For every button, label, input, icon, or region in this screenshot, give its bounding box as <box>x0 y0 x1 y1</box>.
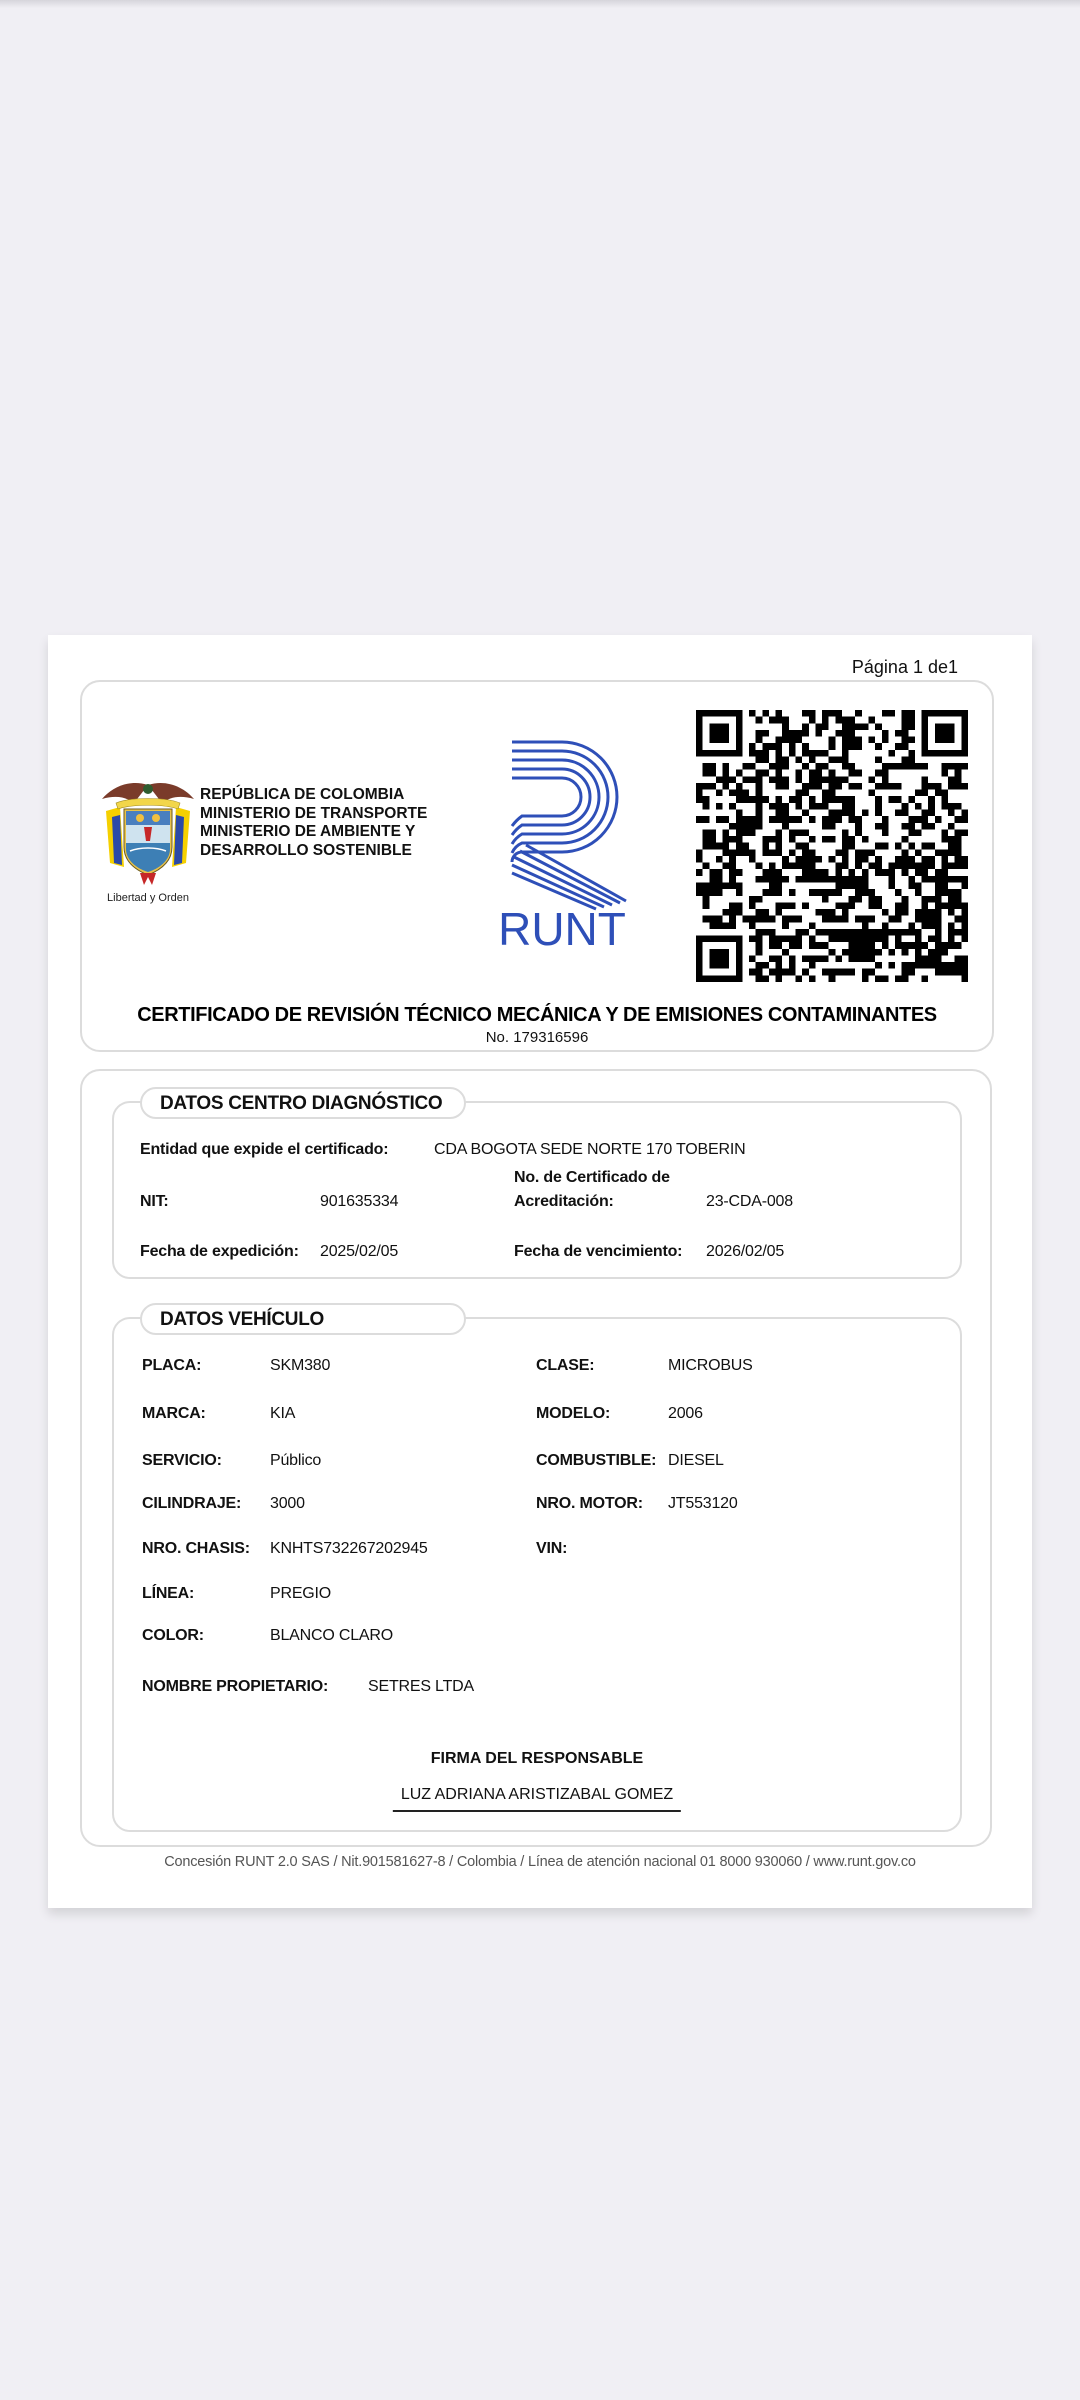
field-value: DIESEL <box>668 1452 724 1469</box>
field-label: LÍNEA: <box>142 1585 195 1602</box>
field-value: SKM380 <box>270 1357 331 1374</box>
svg-text:Libertad y Orden: Libertad y Orden <box>107 892 189 904</box>
field-value: SETRES LTDA <box>368 1678 474 1695</box>
government-entities <box>200 786 427 860</box>
certificate-body <box>80 1069 992 1847</box>
page-indicator: Página 1 de1 <box>851 657 958 677</box>
gov-line: REPÚBLICA DE COLOMBIA <box>200 786 405 803</box>
field-label: NIT: <box>140 1193 169 1210</box>
field-value: 2006 <box>668 1405 703 1422</box>
runt-logo-icon <box>492 737 632 952</box>
field-value: KNHTS732267202945 <box>270 1540 428 1557</box>
field-label: NRO. MOTOR: <box>536 1495 643 1512</box>
top-shadow <box>0 0 1080 8</box>
field-label: Fecha de vencimiento: <box>514 1243 683 1260</box>
gov-line: MINISTERIO DE TRANSPORTE <box>200 804 428 822</box>
field-label: NOMBRE PROPIETARIO: <box>142 1678 329 1695</box>
section-centro-diagnostico <box>112 1093 962 1279</box>
field-value: CDA BOGOTA SEDE NORTE 170 TOBERIN <box>434 1141 746 1158</box>
svg-text:RUNT: RUNT <box>498 903 626 952</box>
footer-text: Concesión RUNT 2.0 SAS / Nit.901581627-8 / Colombia / Línea de atención nacional 01 8000 930060 / www.runt.gov.co <box>164 1854 916 1870</box>
field-value: BLANCO CLARO <box>270 1627 393 1644</box>
field-label: SERVICIO: <box>142 1452 222 1469</box>
field-label: CILINDRAJE: <box>142 1495 242 1512</box>
certificate-header <box>80 680 994 1052</box>
section-heading: DATOS VEHÍCULO <box>140 1303 466 1335</box>
field-label: No. de Certificado de <box>514 1169 670 1186</box>
field-label: Entidad que expide el certificado: <box>140 1141 389 1158</box>
field-label: VIN: <box>536 1540 568 1557</box>
qr-code-icon <box>696 710 968 982</box>
field-value: 901635334 <box>320 1193 399 1210</box>
gov-line: MINISTERIO DE AMBIENTE Y <box>200 823 416 840</box>
field-label: MARCA: <box>142 1405 206 1422</box>
gov-line: DESARROLLO SOSTENIBLE <box>200 841 412 859</box>
field-value: 2025/02/05 <box>320 1243 399 1260</box>
field-value: 2026/02/05 <box>706 1243 785 1260</box>
certificate-title: CERTIFICADO DE REVISIÓN TÉCNICO MECÁNICA Y DE EMISIONES CONTAMINANTES <box>137 1004 937 1026</box>
field-label: Fecha de expedición: <box>140 1243 299 1260</box>
certificate-number: No. 179316596 <box>485 1029 589 1046</box>
field-value: MICROBUS <box>668 1357 753 1374</box>
field-label: NRO. CHASIS: <box>142 1540 250 1557</box>
field-value: Público <box>270 1452 322 1469</box>
field-label: PLACA: <box>142 1357 202 1374</box>
section-datos-vehiculo <box>112 1309 962 1832</box>
field-label: COMBUSTIBLE: <box>536 1452 657 1469</box>
colombia-coat-of-arms-icon <box>100 777 196 907</box>
field-value: PREGIO <box>270 1585 332 1602</box>
certificate-page <box>48 635 1032 1908</box>
field-label: MODELO: <box>536 1405 611 1422</box>
field-value: KIA <box>270 1405 296 1422</box>
signature-title: FIRMA DEL RESPONSABLE <box>430 1750 644 1767</box>
field-value: 3000 <box>270 1495 305 1512</box>
field-label: CLASE: <box>536 1357 595 1374</box>
section-heading: DATOS CENTRO DIAGNÓSTICO <box>140 1087 466 1119</box>
field-label: Acreditación: <box>514 1193 614 1210</box>
signature-name: LUZ ADRIANA ARISTIZABAL GOMEZ <box>393 1786 681 1812</box>
field-label: COLOR: <box>142 1627 204 1644</box>
field-value: JT553120 <box>668 1495 738 1512</box>
field-value: 23-CDA-008 <box>706 1193 793 1210</box>
